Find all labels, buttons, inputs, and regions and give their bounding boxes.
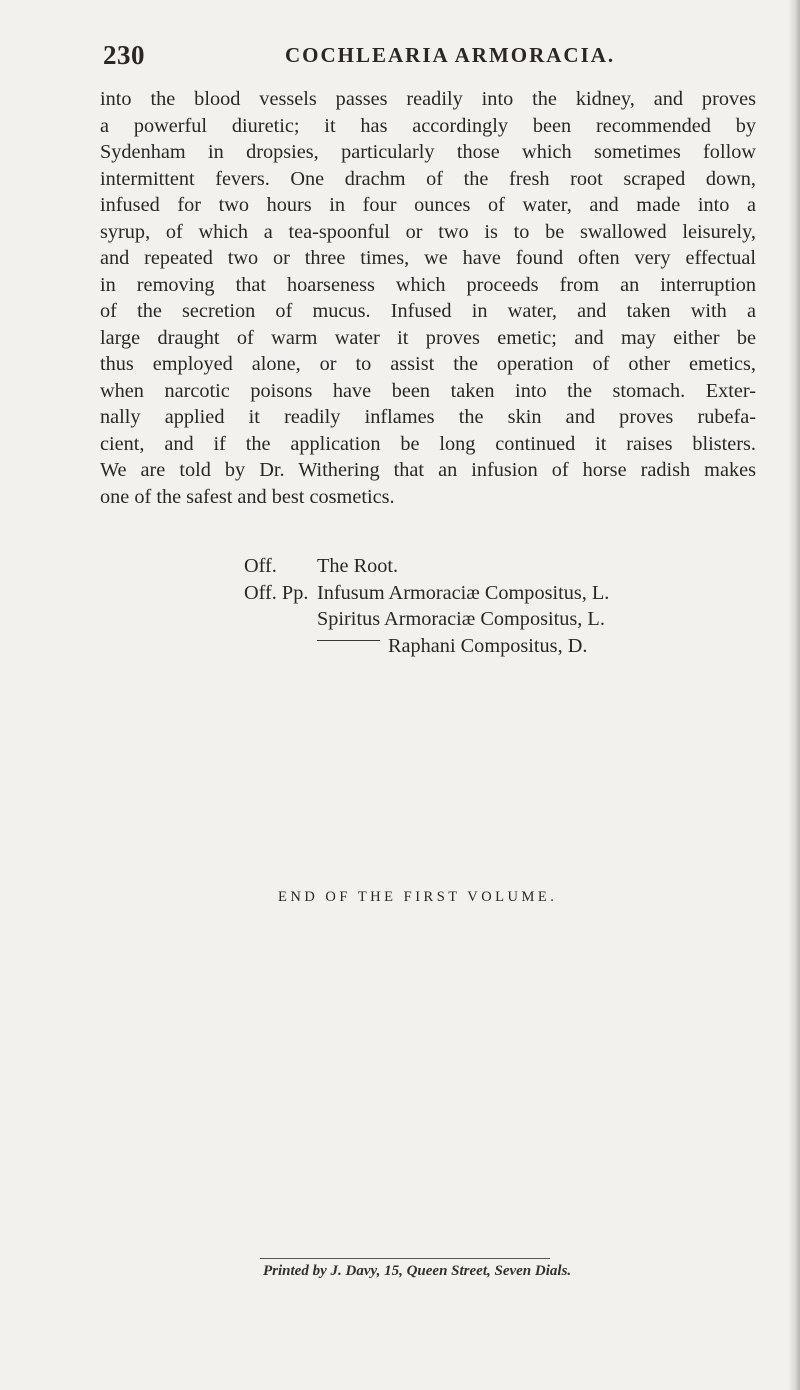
- page-header: [103, 40, 633, 80]
- body-line: one of the safest and best cosmetics.: [100, 485, 395, 508]
- body-line: large draught of warm water it proves emetic; and may either be: [100, 326, 756, 349]
- preparation-value-group: [317, 633, 587, 660]
- body-line: nally applied it readily inflames the skin and proves rubefa-: [100, 406, 756, 428]
- body-line: in removing that hoarseness which proceeds from an interruption: [100, 273, 756, 296]
- body-line: of the secretion of mucus. Infused in water, and taken with a: [100, 300, 756, 322]
- ditto-dash: [317, 640, 380, 641]
- official-preparations-list: [244, 553, 764, 659]
- body-line: thus employed alone, or to assist the operation of other emetics,: [100, 353, 756, 375]
- preparation-value: The Root.: [317, 555, 399, 577]
- printer-imprint: Printed by J. Davy, 15, Queen Street, Seven Dials.: [263, 1263, 572, 1279]
- preparation-key: [244, 633, 317, 660]
- body-line: syrup, of which a tea-spoonful or two is to be swallowed leisurely,: [100, 220, 756, 243]
- preparation-value: Infusum Armoraciæ Compositus, L.: [317, 581, 610, 604]
- preparation-key: Off. Pp.: [244, 581, 309, 604]
- body-line: cient, and if the application be long continued it raises blisters.: [100, 432, 756, 455]
- preparation-value: Spiritus Armoraciæ Compositus, L.: [317, 608, 605, 630]
- body-line: intermittent fevers. One drachm of the fresh root scraped down,: [100, 167, 756, 190]
- body-line: into the blood vessels passes readily into the kidney, and proves: [100, 88, 756, 110]
- imprint-rule: [260, 1258, 550, 1259]
- body-line: We are told by Dr. Withering that an infusion of horse radish makes: [100, 459, 756, 481]
- preparation-key: Off.: [244, 555, 277, 577]
- preparation-key: [244, 606, 317, 633]
- preparation-row: [244, 553, 764, 580]
- body-paragraph: [100, 86, 756, 510]
- running-title: COCHLEARIA ARMORACIA.: [285, 43, 616, 67]
- preparation-value: Raphani Compositus, D.: [388, 634, 588, 657]
- preparation-row: [244, 633, 764, 660]
- preparation-row: [244, 580, 764, 607]
- body-line: Sydenham in dropsies, particularly those which sometimes follow: [100, 141, 756, 163]
- body-line: when narcotic poisons have been taken into the stomach. Exter-: [100, 379, 756, 402]
- preparation-row: [244, 606, 764, 633]
- page-number: 230: [103, 40, 145, 70]
- body-line: and repeated two or three times, we have found often very effectual: [100, 247, 756, 269]
- end-of-volume-note: END OF THE FIRST VOLUME.: [278, 889, 558, 905]
- body-line: a powerful diuretic; it has accordingly been recommended by: [100, 114, 756, 137]
- page-edge-shadow: [788, 0, 800, 1390]
- body-line: infused for two hours in four ounces of water, and made into a: [100, 194, 756, 216]
